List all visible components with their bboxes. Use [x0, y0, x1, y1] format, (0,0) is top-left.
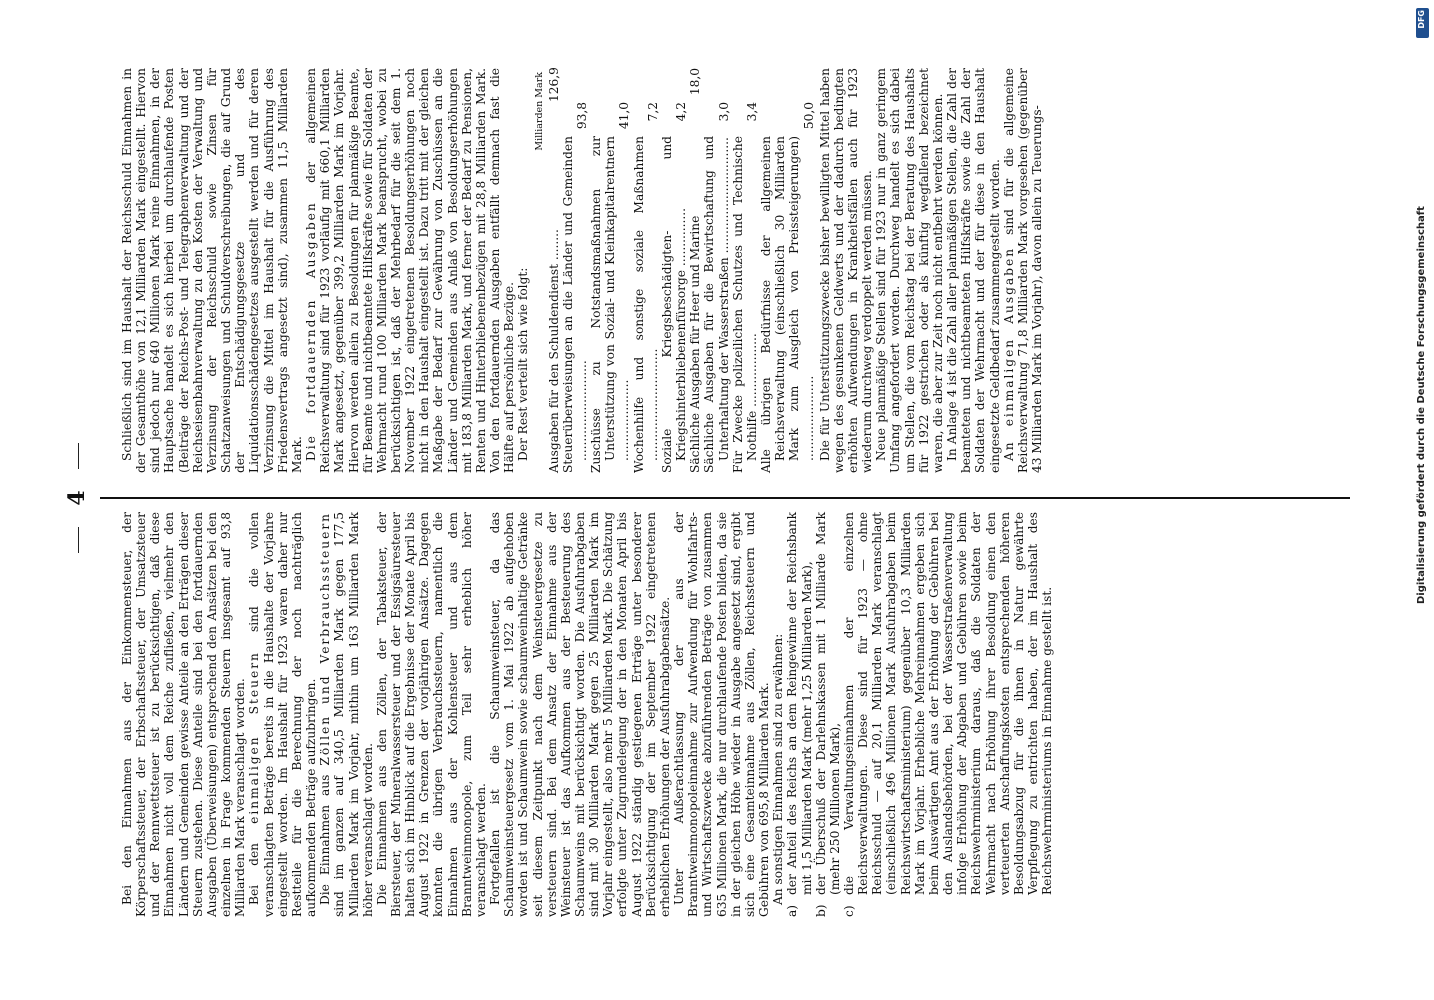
page-number: 4: [64, 490, 90, 506]
paragraph: Unter Außerachtlassung der aus der Branntweinmonopoleinnahme zur Aufwendung für Wohlfahrts- und Wirtschaftszwecke abzuführenden Beträge von zusammen 635 Millionen Mark, die nur durchlaufende Posten bilden, da sie in der gleichen Höhe wieder in Ausgabe angesetzt sind, ergibt sich eine Gesamteinnahme aus Zöllen, Reichssteuern und Gebühren von 695,8 Milliarden Mark.: [672, 512, 772, 917]
paragraph: Schließlich sind im Haushalt der Reichsschuld Einnahmen in der Gesamthöhe von 12,1 Milliarden Mark eingestellt. Hiervon sind jedoch nur 640 Millionen Mark reine Einnahmen, in der Hauptsache handelt es sich hierbei um durchlaufende Posten (Beiträge der Reichs-Post- und Telegraphenverwaltung und der Reichseisenbahnverwaltung zu den Kosten der Verwaltung und Verzinsung der Reichsschuld sowie Zinsen für Schatzanweisungen und Schuldverschreibungen, die auf Grund der Entschädigungsgesetze und des Liquidationsschädengesetzes ausgestellt werden und für deren Verzinsung die Mittel im Haushalt für die Ausführung des Friedensvertrags angesetzt sind), zusammen 11,5 Milliarden Mark.: [120, 68, 304, 473]
table-cell-label: Sächliche Ausgaben für Heer und Marine: [688, 215, 703, 473]
column-divider: [100, 497, 1350, 499]
paragraph: Bei den einmaligen Steuern sind die vollen veranschlagten Beträge bereits in die Haushalte der Vorjahre eingestellt worden. Im Haushalt für 1923 waren daher nur Restteile für die Berechnung der noch nachträglich aufkommenden Beträge aufzubringen.: [247, 512, 319, 917]
paragraph: In Anlage 4 ist die Zahl aller planmäßigen Stellen, die Zahl der beamteten und nichtbeamteten Hilfskräfte sowie die Zahl der Soldaten der Wehrmacht und der für diese in den Haushalt eingesetzte Geldbedarf zusammengestellt worden.: [945, 68, 1002, 473]
paragraph: Die für Unterstützungszwecke bisher bewilligten Mittel haben wegen des gesunkenen Geldwerts und der dadurch bedingten erhöhten Aufwendungen in Krankheitsfällen auch für 1923 wiederum durchweg verdoppelt werden müssen.: [817, 68, 875, 473]
table-row: [561, 68, 589, 473]
table-cell-value: 7,2: [645, 102, 660, 122]
scanned-page: [50, 35, 1384, 965]
list-item: b) der Überschuß der Darlehnskassen mit 1 Milliarde Mark (mehr 250 Millionen Mark),: [813, 512, 842, 917]
paragraph: Der Rest verteilt sich wie folgt:: [516, 267, 531, 461]
table-cell-value: 93,8: [575, 102, 589, 130]
table-cell-value: 50,0: [801, 102, 816, 130]
credit-text: Digitalisierung gefördert durch die Deutsche Forschungsgemeinschaft: [1416, 206, 1427, 604]
paragraph: An einmaligen Ausgaben sind für die allgemeine Reichsverwaltung 71,8 Milliarden Mark vorgesehen (gegenüber 43 Milliarden Mark im Vorjahr), davon allein zu Teuerungs-: [1001, 68, 1044, 473]
paragraph: Die fortdauernden Ausgaben der allgemeinen Reichsverwaltung sind für 1923 vorläufig mit 660,1 Milliarden Mark angesetzt, gegenüber 399,2 Milliarden Mark im Vorjahr. Hiervon werden allein zu Besoldungen für planmäßige Beamte, für Beamte und nichtbeamtete Hilfskräfte sowie für Soldaten der Wehrmacht rund 100 Milliarden Mark beansprucht, wobei zu berücksichtigen ist, daß der Mehrbedarf für die seit dem 1. November 1922 eingetretenen Besoldungserhöhungen noch nicht in den Haushalt eingestellt ist. Dazu tritt mit der gleichen Maßgabe der Bedarf zur Gewährung von Zuschüssen an die Länder und Gemeinden aus Anlaß von Besoldungserhöhungen mit 183,8 Milliarden Mark, und ferner der Bedarf zu Pensionen, Renten und Hinterbliebenenbezügen mit 28,8 Milliarden Mark. Von den fortdauernden Ausgaben entfällt demnach fast die Hälfte auf persönliche Bezüge.: [304, 68, 517, 473]
table-cell-value: 126,9: [546, 67, 561, 102]
table-cell-label: Soziale Kriegsbeschädigten- und Kriegshinterbliebenenfürsorge ...............: [659, 136, 689, 473]
paragraph: Die Einnahmen aus Zöllen und Verbrauchssteuern sind im ganzen auf 340,5 Milliarden Mark gegen 177,5 Milliarden Mark im Vorjahr, mithin um 163 Milliarden Mark höher veranschlagt worden.: [318, 511, 375, 917]
table-row: [731, 68, 759, 473]
table-row: [660, 68, 688, 473]
digitization-credit: [1416, 8, 1430, 988]
table-cell-label: Wochenhilfe und sonstige soziale Maßnahmen .............................: [631, 136, 660, 473]
table-row: [632, 68, 660, 473]
page-number-dash-left: [78, 527, 79, 553]
page-number-dash-right: [78, 443, 79, 469]
expenditure-table: [533, 68, 816, 473]
right-column: [120, 68, 1044, 473]
table-cell-label: Ausgaben für den Schuldendienst ........: [546, 229, 561, 473]
paragraph: Bei den Einnahmen aus der Einkommensteuer, der Körperschaftssteuer, der Erbschaftssteuer, der Umsatzsteuer und der Rennwettsteuer ist zu berücksichtigen, daß diese Einnahmen nicht voll dem Reiche zufließen, vielmehr den Ländern und Gemeinden gewisse Anteile an den Erträgen dieser Steuern zustehen. Diese Anteile sind bei den fortdauernden Ausgaben (Überweisungen) entsprechend den Ansätzen bei den einzelnen in Frage kommenden Steuern insgesamt auf 93,8 Milliarden Mark veranschlagt worden.: [120, 512, 248, 917]
table-cell-label: Zuschüsse zu Notstandsmaßnahmen zur Unterstützung von Sozial- und Kleinkapitalrentnern .....................: [589, 136, 632, 473]
table-cell-label: Steuerüberweisungen an die Länder und Gemeinden ..........................: [560, 136, 589, 473]
list-item: a) der Anteil des Reichs an dem Reingewinne der Reichsbank mit 1,5 Milliarden Mark (mehr 1,25 Milliarden Mark),: [785, 512, 814, 917]
paragraph: Die Einnahmen aus den Zöllen, der Tabaksteuer, der Biersteuer, der Mineralwassersteuer und der Essigsäuresteuer halten sich im Hinblick auf die Ergebnisse der Monate April bis August 1922 in Grenzen der vorjährigen Ansätze. Dagegen konnten die übrigen Verbrauchssteuern, namentlich die Einnahmen aus der Kohlensteuer und aus dem Branntweinmonopole, zum Teil sehr erheblich höher veranschlagt werden.: [374, 512, 488, 917]
table-cell-value: 4,2: [674, 102, 689, 122]
paragraph: Neue planmäßige Stellen sind für 1923 nur in ganz geringem Umfang angefordert worden. Durchweg handelt es sich dabei um Stellen, die vom Reichstag bei der Beratung des Haushalts für 1922 gestrichen oder als künftig wegfallend bezeichnet waren, die aber zur Zeit noch nicht entbehrt werden können.: [874, 68, 945, 473]
table-cell-label: Sächliche Ausgaben für die Bewirtschaftung und Unterhaltung der Wasserstraßen ..............................: [702, 136, 731, 473]
table-row: [702, 68, 730, 473]
table-row: [589, 68, 631, 473]
table-row: [547, 68, 561, 473]
table-row: [759, 68, 816, 473]
paragraph: Fortgefallen ist die Schaumweinsteuer, da das Schaumweinsteuergesetz vom 1. Mai 1922 ab aufgehoben worden ist und Schaumwein sowie schaumweinhaltige Getränke seit diesem Zeitpunkt nach dem Weinsteuergesetze zu versteuern sind. Bei dem Ansatz der Einnahme aus der Weinsteuer ist das Aufkommen aus der Besteuerung des Schaumweins mit berücksichtigt worden. Die Ausfuhrabgaben sind mit 30 Milliarden Mark gegen 25 Milliarden Mark im Vorjahr eingestellt, also mehr 5 Milliarden Mark. Die Schätzung erfolgte unter Zugrundelegung der in den Monaten April bis August 1922 ständig gestiegenen Erträge unter besonderer Berücksichtigung der im September 1922 eingetretenen erheblichen Erhöhungen der Ausfuhrabgabensätze.: [488, 512, 672, 917]
table-row: [688, 68, 702, 473]
dfg-logo: DFG: [1416, 8, 1429, 38]
table-cell-label: Für Zwecke polizeilichen Schutzes und Technische Nothilfe ...................: [730, 136, 759, 473]
table-cell-value: 3,4: [744, 102, 759, 122]
paragraph: An sonstigen Einnahmen sind zu erwähnen:: [771, 633, 786, 905]
left-column: [120, 512, 1054, 917]
table-cell-value: 3,0: [716, 102, 731, 122]
table-unit-header: Milliarden Mark: [533, 72, 545, 151]
table-cell-label: Alle übrigen Bedürfnisse der allgemeinen Reichsverwaltung (einschließlich 30 Milliarden Mark zum Ausgleich von Preissteigerungen) ......................: [759, 136, 816, 473]
table-cell-value: 18,0: [688, 68, 703, 96]
list-item: c) die Verwaltungseinnahmen der einzelnen Reichsverwaltungen. Diese sind für 1923 — ohne Reichsschuld — auf 20,1 Milliarden Mark veranschlagt (einschließlich 496 Millionen Mark Ausfuhrabgaben beim Reichswirtschaftsministerium) gegenüber 10,3 Milliarden Mark im Vorjahr. Erhebliche Mehreinnahmen ergeben sich beim Auswärtigen Amt aus der Erhöhung der Gebühren bei den Auslandsbehörden, bei der Wasserstraßenverwaltung infolge Erhöhung der Abgaben und Gebühren sowie beim Reichswehrministerium daraus, daß die Soldaten der Wehrmacht nach Erhöhung ihrer Besoldung einen den verteuerten Anschaffungskosten entsprechenden höheren Besoldungsabzug für die ihnen in Natur gewährte Verpflegung zu entrichten haben, der im Haushalt des Reichswehrministeriums in Einnahme gestellt ist.: [841, 512, 1055, 917]
table-cell-value: 41,0: [617, 102, 632, 130]
